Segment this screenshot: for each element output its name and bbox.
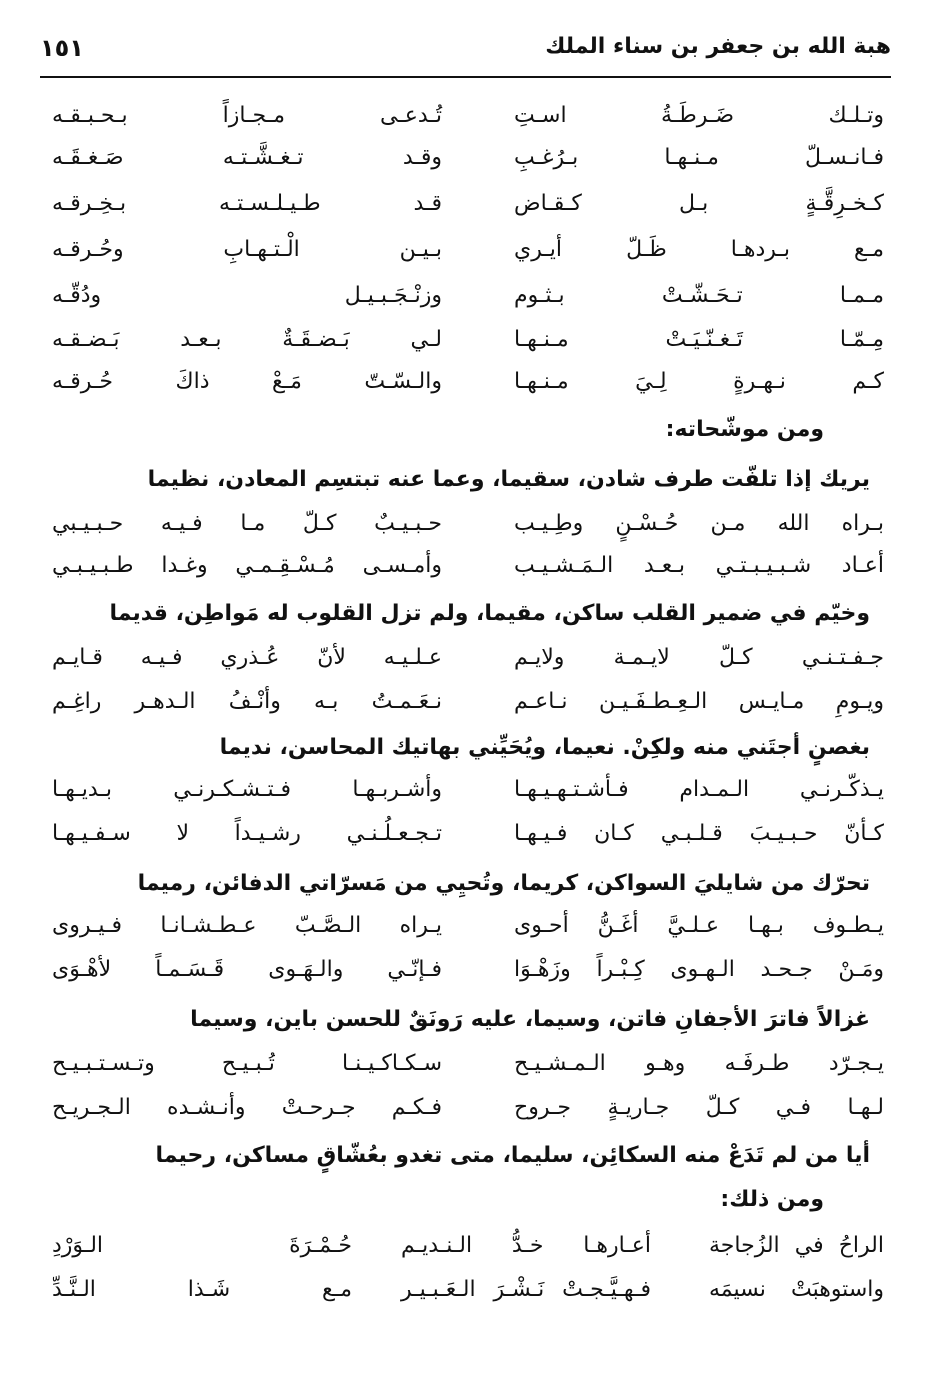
verse-hemistich-right: أعـاد شـبـيـبـتـي بـعـد الـمَـشـيـب [514, 553, 884, 578]
verse-hemistich-right: جـفـتـنـي كـلّ لايـمـة ولايـم [514, 645, 884, 670]
verse-hemistich-left: وقـد تـغـشَّـتـه صَـغـقَـه [52, 145, 442, 170]
verse-hemistich-left: تُـدعـى مـجـازاً بـحـبـقـه [52, 103, 442, 128]
verse-hemistich-left: عـلـيـه لأنّ عُـذري فـيـه قـايـم [52, 645, 442, 670]
section-heading: ومن موشّحاته: [665, 417, 824, 442]
stanza-intro: وخيّم في ضمير القلب ساكن، مقيما، ولم تزل القلوب له مَواطِن، قديما [109, 601, 870, 626]
verse-hemistich-left: حـبـيـبٌ كـلّ مـا فـيـه حـبـيـبي [52, 511, 442, 536]
verse-part-3: مـع شَـذا الـنَّـدِّ [52, 1277, 352, 1302]
verse-hemistich-right: كـخـرِقَّـةٍ بـل كـقـاض [514, 191, 884, 216]
verse-hemistich-left: لـي بَـضـقَـةٌ بـعـد بَـضـقـه [52, 327, 442, 352]
verse-hemistich-right: ومَـنْ جـحـد الـهـوى كِـبْـراً وزَهْـوَا [514, 957, 884, 982]
verse-hemistich-left: نـعَـمـتُ بـه وأنْـفُ الـدهـر راغِـم [52, 689, 442, 714]
verse-hemistich-left: بـيـن الْـتـهـابِ وحُـرقـه [52, 237, 442, 262]
verse-hemistich-left: وأشـربـهـا فـتـشـكـرنـي بـديـهـا [52, 777, 442, 802]
stanza-intro: غزالاً فاترَ الأجفانِ فاتن، وسيما، عليه رَونَقٌ للحسن باين، وسيما [190, 1007, 870, 1032]
verse-hemistich-left: والـسّـتّ مَـعْ ذاكَ حُـرقـه [52, 369, 442, 394]
stanza-intro: أيا من لم تَدَعْ منه السكائِن، سليما، متى تغدو بعُشّاقٍ مساكن، رحيما [155, 1143, 870, 1168]
verse-hemistich-left: سـكـاكـيـنـا تُـبـيـح وتـسـتـبـيـح [52, 1051, 442, 1076]
verse-hemistich-left: تـجـعـلُـنـي رشـيـداً لا سـفـيـهـا [52, 821, 442, 846]
verse-part-1: الراحُ في الزُجاجة [709, 1233, 884, 1258]
page-number: ١٥١ [40, 34, 84, 62]
stanza-intro: يريك إذا تلفّت طرف شادن، سقيما، وعما عنه تبتسِم المعادن، نظيما [147, 467, 870, 492]
verse-hemistich-left: فـكـم جـرحـتْ وأنـشـده الـجـريـح [52, 1095, 442, 1120]
verse-hemistich-right: وتـلـك ضَـرطَـةُ اسـتِ [514, 103, 884, 128]
verse-hemistich-left: وأمـسـى مُـسْـقِـمـي وغـدا طـبـيـبـي [52, 553, 442, 578]
verse-hemistich-right: ويـومِ مـايـس الـعِـطـفَـيـن نـاعـم [514, 689, 884, 714]
stanza-intro: تحرّك من شايليَ السواكن، كريما، وتُحيِي من مَسرّاتي الدفائن، رميما [137, 871, 870, 896]
verse-hemistich-left: وزنْـجَـبـيـل ودُقّـه [52, 283, 442, 308]
verse-hemistich-right: يـذكّـرنـي الـمـدام فـأشـتـهـيـهـا [514, 777, 884, 802]
verse-part-1: واستوهبَتْ نسيمَه [709, 1277, 884, 1302]
verse-part-2: فـهـيَّـجـتْ نَـشْـرَ الـعَـبـيـر [401, 1277, 651, 1302]
running-title: هبة الله بن جعفر بن سناء الملك [545, 34, 891, 59]
verse-hemistich-left: يـراه الـصَّـبّ عـطـشـانـا فـيـروى [52, 913, 442, 938]
verse-hemistich-right: فـانـسـلّ مـنـهـا بـرُغـبِ [514, 145, 884, 170]
verse-hemistich-right: مـع بـردهـا ظَـلّ أيـري [514, 237, 884, 262]
section-heading: ومن ذلك: [720, 1187, 824, 1212]
verse-hemistich-right: بـراه الله مـن حُـسْـنٍ وطِـيـب [514, 511, 884, 536]
verse-hemistich-right: مِـمّـا تَـغـنّـيَـتْ مـنـهـا [514, 327, 884, 352]
verse-hemistich-right: كـأنّ حـبـيـبَ قـلـبـي كـان فـيـهـا [514, 821, 884, 846]
verse-part-3: حُـمْـرَةَ الـوَرْدِ [52, 1233, 352, 1258]
verse-hemistich-right: كـم نـهـرةٍ لِـيَ مـنـهـا [514, 369, 884, 394]
verse-hemistich-right: يـطـوف بـهـا عـلـيَّ أغَـنُّ أحـوى [514, 913, 884, 938]
verse-part-2: أعـارهـا خـدُّ الـنـديـم [401, 1233, 651, 1258]
verse-hemistich-right: مـمـا تـحَـشّـتْ بـثـوم [514, 283, 884, 308]
verse-hemistich-left: فـإنّـي والـهَـوى قَـسَـمـاً لأهْـوَى [52, 957, 442, 982]
stanza-intro: بغصنٍ أجتَني منه ولكِنْ. نعيما، ويُحَيِّني بهاتيك المحاسن، نديما [219, 735, 870, 760]
verse-hemistich-left: قـد طـيـلـسـتـه بـخِـرقـه [52, 191, 442, 216]
verse-hemistich-right: يـجـرّد طـرفَـه وهـو الـمـشـيـح [514, 1051, 884, 1076]
verse-hemistich-right: لـهـا فـي كـلّ جـاريـةٍ جـروح [514, 1095, 884, 1120]
page-header [40, 26, 891, 78]
